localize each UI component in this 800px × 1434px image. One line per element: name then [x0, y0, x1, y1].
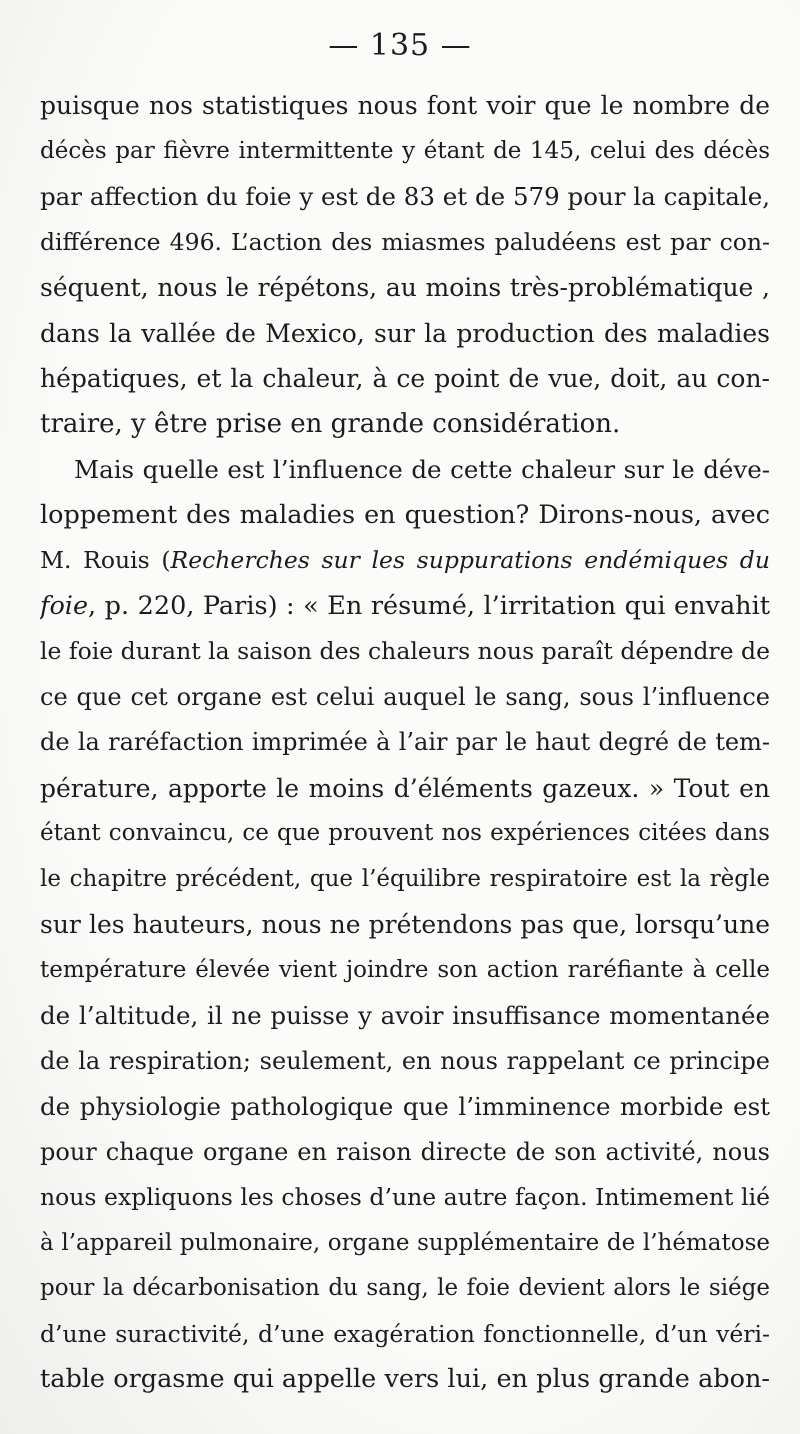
- text-line: différence 496. L’action des miasmes paludéens est par con-: [40, 227, 770, 256]
- text-line: décès par fièvre intermittente y étant de 145, celui des décès: [40, 137, 770, 164]
- text-line: sur les hauteurs, nous ne prétendons pas que, lorsqu’une: [40, 910, 770, 939]
- body-text: [40, 83, 770, 1403]
- text-line: loppement des maladies en question? Dirons-nous, avec: [40, 499, 770, 530]
- text-line: puisque nos statistiques nous font voir que le nombre de: [40, 91, 770, 120]
- text-line-with-citation: [40, 538, 770, 584]
- text-line: par affection du foie y est de 83 et de 579 pour la capitale,: [40, 182, 770, 211]
- text-line: nous expliquons les choses d’une autre façon. Intimement lié: [40, 1183, 770, 1211]
- text-line: étant convaincu, ce que prouvent nos expériences citées dans: [40, 820, 770, 846]
- text-line: pérature, apporte le moins d’éléments gazeux. » Tout en: [40, 773, 770, 803]
- text-line-with-citation: [40, 584, 770, 630]
- text-line: séquent, nous le répétons, au moins très-problématique ,: [40, 273, 770, 302]
- paragraph-start-line: Mais quelle est l’influence de cette chaleur sur le déve-: [74, 455, 770, 484]
- text-line: d’une suractivité, d’une exagération fonctionnelle, d’un véri-: [40, 1319, 770, 1348]
- text-line: le foie durant la saison des chaleurs nous paraît dépendre de: [40, 637, 770, 665]
- text-line: table orgasme qui appelle vers lui, en plus grande abon-: [40, 1364, 770, 1394]
- paragraph-end-line: traire, y être prise en grande considération.: [40, 408, 621, 439]
- text-line: de la respiration; seulement, en nous rappelant ce principe: [40, 1046, 770, 1075]
- text-line: pour chaque organe en raison directe de son activité, nous: [40, 1137, 770, 1166]
- text-line: dans la vallée de Mexico, sur la production des maladies: [40, 318, 770, 348]
- text-line: de l’altitude, il ne puisse y avoir insuffisance momentanée: [40, 1001, 770, 1030]
- author-reference: M. Rouis (: [40, 546, 171, 574]
- text-line: température élevée vient joindre son action raréfiante à celle: [40, 956, 770, 983]
- page-number: — 135 —: [328, 28, 472, 63]
- citation-title: Recherches sur les suppurations endémiques du: [170, 546, 770, 574]
- text-line: de physiologie pathologique que l’imminence morbide est: [40, 1092, 770, 1121]
- citation-details: , p. 220, Paris) : « En résumé, l’irritation qui envahit: [88, 590, 770, 621]
- text-line: de la raréfaction imprimée à l’air par le haut degré de tem-: [40, 728, 770, 756]
- text-line: ce que cet organe est celui auquel le sang, sous l’influence: [40, 682, 770, 711]
- text-line: pour la décarbonisation du sang, le foie devient alors le siége: [40, 1275, 770, 1301]
- citation-title-end: foie: [40, 590, 89, 621]
- text-line: le chapitre précédent, que l’équilibre respiratoire est la règle: [40, 865, 770, 892]
- text-line: hépatiques, et la chaleur, à ce point de vue, doit, au con-: [40, 364, 770, 393]
- text-line: à l’appareil pulmonaire, organe supplémentaire de l’hématose: [40, 1229, 770, 1256]
